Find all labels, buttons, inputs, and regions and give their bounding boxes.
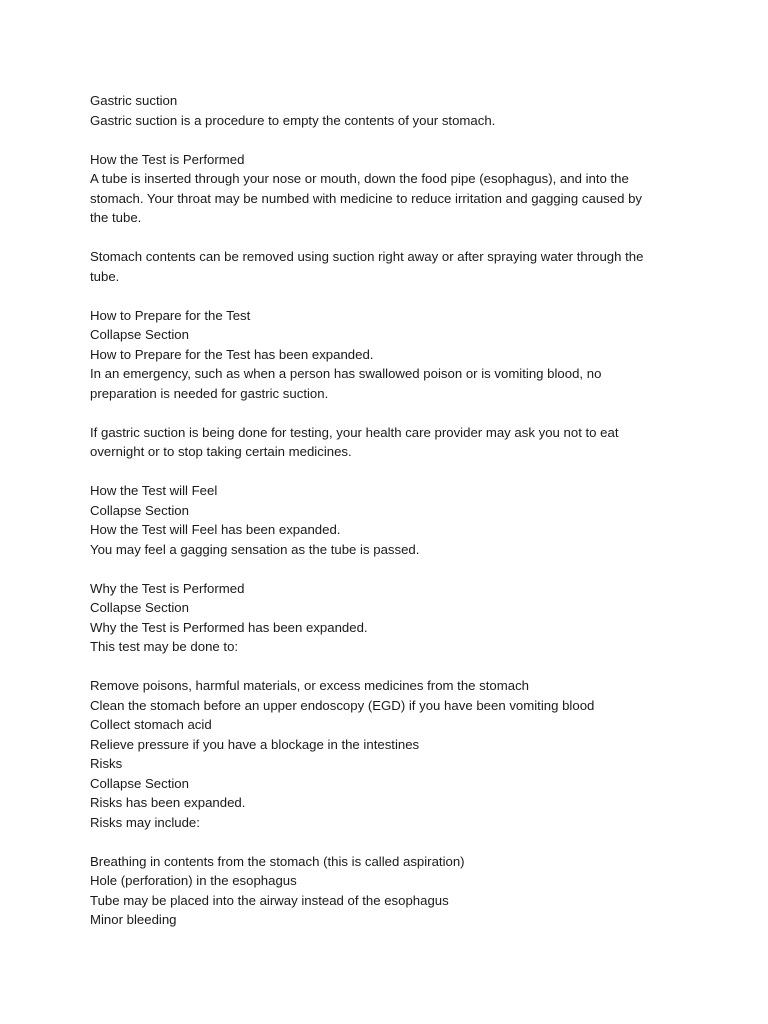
document-title: Gastric suction bbox=[90, 93, 178, 108]
list-item: Relieve pressure if you have a blockage in the intestines bbox=[90, 736, 420, 752]
performed-paragraph-line: A tube is inserted through your nose or mouth, down the food pipe (esophagus), and into the bbox=[90, 171, 629, 186]
feel-text: You may feel a gagging sensation as the tube is passed. bbox=[90, 541, 420, 557]
section-heading-performed: How the Test is Performed bbox=[90, 151, 245, 167]
section-heading-prepare: How to Prepare for the Test bbox=[90, 307, 251, 323]
collapse-section-label: Collapse Section bbox=[90, 502, 189, 518]
list-item: Hole (perforation) in the esophagus bbox=[90, 873, 297, 888]
expanded-status-text: How to Prepare for the Test has been expanded. bbox=[90, 346, 374, 362]
expanded-status-text: Why the Test is Performed has been expanded. bbox=[90, 619, 368, 635]
expanded-status-text: Risks has been expanded. bbox=[90, 795, 246, 810]
spacer bbox=[90, 403, 680, 423]
prepare-paragraph-line: If gastric suction is being done for testing, your health care provider may ask you not to eat bbox=[90, 424, 619, 440]
collapse-section-label: Collapse Section bbox=[90, 775, 189, 791]
list-item: Minor bleeding bbox=[90, 912, 177, 927]
list-item: Clean the stomach before an upper endoscopy (EGD) if you have been vomiting blood bbox=[90, 697, 595, 713]
performed-paragraph-line: the tube. bbox=[90, 210, 142, 225]
list-item: Tube may be placed into the airway instead of the esophagus bbox=[90, 892, 449, 908]
intro-text: Gastric suction is a procedure to empty the contents of your stomach. bbox=[90, 112, 496, 128]
performed-paragraph-line: Stomach contents can be removed using suction right away or after spraying water through the bbox=[90, 249, 644, 264]
spacer bbox=[90, 559, 680, 579]
list-item: Collect stomach acid bbox=[90, 717, 212, 732]
expanded-status-text: How the Test will Feel has been expanded. bbox=[90, 522, 341, 537]
why-intro: This test may be done to: bbox=[90, 639, 239, 654]
list-item: Remove poisons, harmful materials, or excess medicines from the stomach bbox=[90, 678, 530, 693]
collapse-section-label: Collapse Section bbox=[90, 600, 189, 615]
spacer bbox=[90, 130, 680, 150]
collapse-section-label: Collapse Section bbox=[90, 327, 189, 342]
list-item: Breathing in contents from the stomach (this is called aspiration) bbox=[90, 853, 465, 869]
section-heading-risks: Risks bbox=[90, 756, 123, 771]
spacer bbox=[90, 832, 680, 852]
section-heading-feel: How the Test will Feel bbox=[90, 483, 218, 498]
prepare-paragraph-line: In an emergency, such as when a person has swallowed poison or is vomiting blood, no bbox=[90, 366, 602, 381]
section-heading-why: Why the Test is Performed bbox=[90, 580, 245, 596]
performed-paragraph-line: stomach. Your throat may be numbed with medicine to reduce irritation and gagging caused by bbox=[90, 190, 643, 206]
spacer bbox=[90, 228, 680, 248]
prepare-paragraph-line: preparation is needed for gastric suction. bbox=[90, 385, 329, 401]
document-body bbox=[90, 91, 680, 930]
risks-intro: Risks may include: bbox=[90, 814, 200, 830]
spacer bbox=[90, 462, 680, 482]
performed-paragraph-line: tube. bbox=[90, 268, 120, 284]
prepare-paragraph-line: overnight or to stop taking certain medicines. bbox=[90, 444, 352, 459]
spacer bbox=[90, 286, 680, 306]
spacer bbox=[90, 657, 680, 677]
